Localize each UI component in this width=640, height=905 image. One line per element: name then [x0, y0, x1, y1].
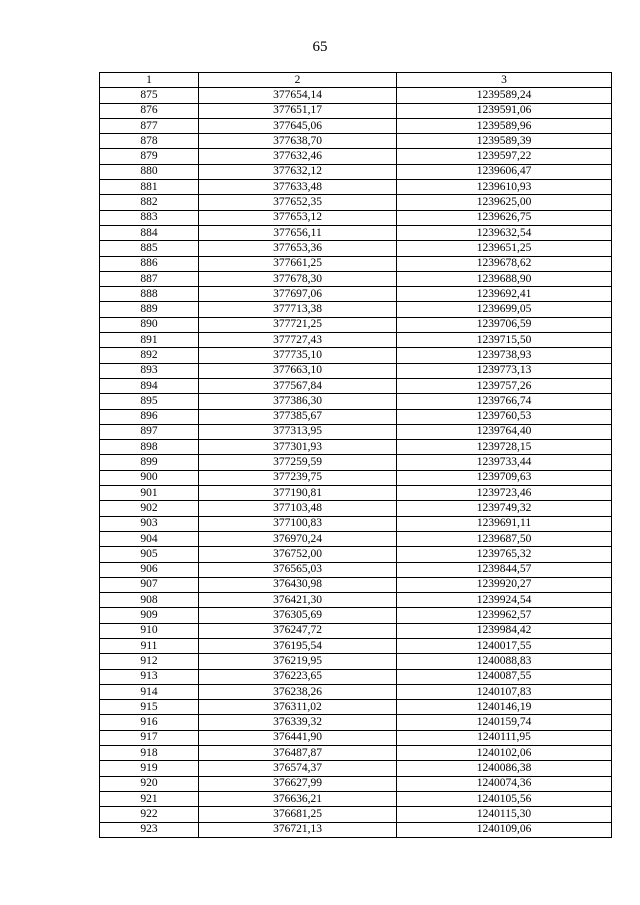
- table-row: [100, 195, 612, 210]
- x-coordinate-cell: 376421,30: [199, 593, 397, 608]
- table-row: [100, 593, 612, 608]
- x-coordinate-cell: 377727,43: [199, 333, 397, 348]
- table-row: [100, 715, 612, 730]
- x-coordinate-cell: 377567,84: [199, 378, 397, 393]
- table-row: [100, 241, 612, 256]
- x-coordinate-cell: 376311,02: [199, 700, 397, 715]
- point-number-cell: 879: [100, 149, 199, 164]
- x-coordinate-cell: 377652,35: [199, 195, 397, 210]
- x-coordinate-cell: 376305,69: [199, 608, 397, 623]
- table-row: [100, 638, 612, 653]
- point-number-cell: 920: [100, 776, 199, 791]
- y-coordinate-cell: 1239749,32: [397, 501, 612, 516]
- table-row: [100, 134, 612, 149]
- point-number-cell: 923: [100, 822, 199, 837]
- table-row: [100, 486, 612, 501]
- x-coordinate-cell: 377653,36: [199, 241, 397, 256]
- x-coordinate-cell: 377651,17: [199, 103, 397, 118]
- y-coordinate-cell: 1239984,42: [397, 623, 612, 638]
- point-number-cell: 878: [100, 134, 199, 149]
- point-number-cell: 912: [100, 654, 199, 669]
- y-coordinate-cell: 1239765,32: [397, 547, 612, 562]
- point-number-cell: 891: [100, 333, 199, 348]
- table-row: [100, 409, 612, 424]
- y-coordinate-cell: 1239715,50: [397, 333, 612, 348]
- header-row: [100, 73, 612, 88]
- coordinates-table: [99, 72, 612, 838]
- point-number-cell: 887: [100, 271, 199, 286]
- y-coordinate-cell: 1239924,54: [397, 593, 612, 608]
- x-coordinate-cell: 377735,10: [199, 348, 397, 363]
- point-number-cell: 918: [100, 746, 199, 761]
- table-row: [100, 333, 612, 348]
- point-number-cell: 896: [100, 409, 199, 424]
- y-coordinate-cell: 1239589,96: [397, 118, 612, 133]
- x-coordinate-cell: 376223,65: [199, 669, 397, 684]
- table-row: [100, 623, 612, 638]
- point-number-cell: 884: [100, 225, 199, 240]
- x-coordinate-cell: 376487,87: [199, 746, 397, 761]
- point-number-cell: 913: [100, 669, 199, 684]
- y-coordinate-cell: 1239610,93: [397, 180, 612, 195]
- x-coordinate-cell: 376752,00: [199, 547, 397, 562]
- x-coordinate-cell: 377713,38: [199, 302, 397, 317]
- table-row: [100, 608, 612, 623]
- point-number-cell: 888: [100, 287, 199, 302]
- point-number-cell: 883: [100, 210, 199, 225]
- x-coordinate-cell: 376681,25: [199, 807, 397, 822]
- table-body: [100, 88, 612, 838]
- x-coordinate-cell: 377633,48: [199, 180, 397, 195]
- point-number-cell: 914: [100, 684, 199, 699]
- table-row: [100, 577, 612, 592]
- table-row: [100, 547, 612, 562]
- point-number-cell: 902: [100, 501, 199, 516]
- table-row: [100, 684, 612, 699]
- table-row: [100, 424, 612, 439]
- y-coordinate-cell: 1239733,44: [397, 455, 612, 470]
- x-coordinate-cell: 376238,26: [199, 684, 397, 699]
- point-number-cell: 890: [100, 317, 199, 332]
- table-row: [100, 88, 612, 103]
- table-row: [100, 822, 612, 837]
- y-coordinate-cell: 1239597,22: [397, 149, 612, 164]
- y-coordinate-cell: 1239589,39: [397, 134, 612, 149]
- table-row: [100, 363, 612, 378]
- point-number-cell: 895: [100, 394, 199, 409]
- page-number: 65: [312, 39, 328, 55]
- x-coordinate-cell: 376339,32: [199, 715, 397, 730]
- y-coordinate-cell: 1239699,05: [397, 302, 612, 317]
- point-number-cell: 892: [100, 348, 199, 363]
- y-coordinate-cell: 1239687,50: [397, 531, 612, 546]
- y-coordinate-cell: 1239764,40: [397, 424, 612, 439]
- table-row: [100, 164, 612, 179]
- y-coordinate-cell: 1239591,06: [397, 103, 612, 118]
- y-coordinate-cell: 1239691,11: [397, 516, 612, 531]
- x-coordinate-cell: 376574,37: [199, 761, 397, 776]
- x-coordinate-cell: 377653,12: [199, 210, 397, 225]
- table-row: [100, 271, 612, 286]
- point-number-cell: 898: [100, 440, 199, 455]
- table-row: [100, 103, 612, 118]
- y-coordinate-cell: 1239760,53: [397, 409, 612, 424]
- point-number-cell: 907: [100, 577, 199, 592]
- x-coordinate-cell: 376219,95: [199, 654, 397, 669]
- table-row: [100, 118, 612, 133]
- y-coordinate-cell: 1240074,36: [397, 776, 612, 791]
- y-coordinate-cell: 1239766,74: [397, 394, 612, 409]
- table-row: [100, 455, 612, 470]
- table-row: [100, 149, 612, 164]
- y-coordinate-cell: 1239773,13: [397, 363, 612, 378]
- point-number-cell: 901: [100, 486, 199, 501]
- x-coordinate-cell: 377645,06: [199, 118, 397, 133]
- point-number-cell: 917: [100, 730, 199, 745]
- point-number-cell: 915: [100, 700, 199, 715]
- point-number-cell: 904: [100, 531, 199, 546]
- table-row: [100, 516, 612, 531]
- point-number-cell: 911: [100, 638, 199, 653]
- y-coordinate-cell: 1239688,90: [397, 271, 612, 286]
- x-coordinate-cell: 377632,46: [199, 149, 397, 164]
- point-number-cell: 876: [100, 103, 199, 118]
- x-coordinate-cell: 377661,25: [199, 256, 397, 271]
- point-number-cell: 875: [100, 88, 199, 103]
- table-row: [100, 669, 612, 684]
- table-row: [100, 746, 612, 761]
- point-number-cell: 900: [100, 470, 199, 485]
- y-coordinate-cell: 1240109,06: [397, 822, 612, 837]
- x-coordinate-cell: 376247,72: [199, 623, 397, 638]
- x-coordinate-cell: 377678,30: [199, 271, 397, 286]
- y-coordinate-cell: 1240087,55: [397, 669, 612, 684]
- table-row: [100, 348, 612, 363]
- point-number-cell: 885: [100, 241, 199, 256]
- y-coordinate-cell: 1239962,57: [397, 608, 612, 623]
- table-row: [100, 730, 612, 745]
- table-row: [100, 700, 612, 715]
- x-coordinate-cell: 376195,54: [199, 638, 397, 653]
- y-coordinate-cell: 1239589,24: [397, 88, 612, 103]
- point-number-cell: 919: [100, 761, 199, 776]
- y-coordinate-cell: 1239709,63: [397, 470, 612, 485]
- table-header: [100, 73, 612, 88]
- table-row: [100, 287, 612, 302]
- x-coordinate-cell: 377190,81: [199, 486, 397, 501]
- point-number-cell: 910: [100, 623, 199, 638]
- point-number-cell: 880: [100, 164, 199, 179]
- y-coordinate-cell: 1239920,27: [397, 577, 612, 592]
- point-number-cell: 922: [100, 807, 199, 822]
- point-number-cell: 886: [100, 256, 199, 271]
- table-row: [100, 791, 612, 806]
- y-coordinate-cell: 1239625,00: [397, 195, 612, 210]
- point-number-cell: 881: [100, 180, 199, 195]
- y-coordinate-cell: 1240102,06: [397, 746, 612, 761]
- table-row: [100, 470, 612, 485]
- y-coordinate-cell: 1240105,56: [397, 791, 612, 806]
- x-coordinate-cell: 377721,25: [199, 317, 397, 332]
- point-number-cell: 916: [100, 715, 199, 730]
- x-coordinate-cell: 377654,14: [199, 88, 397, 103]
- x-coordinate-cell: 376565,03: [199, 562, 397, 577]
- y-coordinate-cell: 1240146,19: [397, 700, 612, 715]
- table-row: [100, 378, 612, 393]
- y-coordinate-cell: 1240111,95: [397, 730, 612, 745]
- y-coordinate-cell: 1239632,54: [397, 225, 612, 240]
- column-header-2: 2: [199, 73, 397, 88]
- x-coordinate-cell: 377697,06: [199, 287, 397, 302]
- y-coordinate-cell: 1239606,47: [397, 164, 612, 179]
- table-row: [100, 256, 612, 271]
- x-coordinate-cell: 377100,83: [199, 516, 397, 531]
- point-number-cell: 921: [100, 791, 199, 806]
- table-row: [100, 501, 612, 516]
- point-number-cell: 908: [100, 593, 199, 608]
- table-row: [100, 317, 612, 332]
- y-coordinate-cell: 1239844,57: [397, 562, 612, 577]
- x-coordinate-cell: 377385,67: [199, 409, 397, 424]
- column-header-1: 1: [100, 73, 199, 88]
- y-coordinate-cell: 1240159,74: [397, 715, 612, 730]
- table-row: [100, 440, 612, 455]
- x-coordinate-cell: 377301,93: [199, 440, 397, 455]
- x-coordinate-cell: 377313,95: [199, 424, 397, 439]
- x-coordinate-cell: 376721,13: [199, 822, 397, 837]
- point-number-cell: 899: [100, 455, 199, 470]
- x-coordinate-cell: 376430,98: [199, 577, 397, 592]
- y-coordinate-cell: 1240017,55: [397, 638, 612, 653]
- x-coordinate-cell: 376970,24: [199, 531, 397, 546]
- table-row: [100, 776, 612, 791]
- x-coordinate-cell: 377656,11: [199, 225, 397, 240]
- point-number-cell: 906: [100, 562, 199, 577]
- y-coordinate-cell: 1240107,83: [397, 684, 612, 699]
- table-row: [100, 761, 612, 776]
- table-row: [100, 302, 612, 317]
- table-row: [100, 562, 612, 577]
- x-coordinate-cell: 376441,90: [199, 730, 397, 745]
- x-coordinate-cell: 377386,30: [199, 394, 397, 409]
- point-number-cell: 877: [100, 118, 199, 133]
- table-row: [100, 225, 612, 240]
- y-coordinate-cell: 1239626,75: [397, 210, 612, 225]
- y-coordinate-cell: 1239678,62: [397, 256, 612, 271]
- point-number-cell: 903: [100, 516, 199, 531]
- y-coordinate-cell: 1239757,26: [397, 378, 612, 393]
- table-row: [100, 180, 612, 195]
- x-coordinate-cell: 377103,48: [199, 501, 397, 516]
- y-coordinate-cell: 1240088,83: [397, 654, 612, 669]
- y-coordinate-cell: 1239728,15: [397, 440, 612, 455]
- x-coordinate-cell: 376627,99: [199, 776, 397, 791]
- y-coordinate-cell: 1239651,25: [397, 241, 612, 256]
- table-row: [100, 654, 612, 669]
- x-coordinate-cell: 377239,75: [199, 470, 397, 485]
- x-coordinate-cell: 376636,21: [199, 791, 397, 806]
- y-coordinate-cell: 1239692,41: [397, 287, 612, 302]
- table-row: [100, 807, 612, 822]
- table-row: [100, 531, 612, 546]
- point-number-cell: 909: [100, 608, 199, 623]
- point-number-cell: 882: [100, 195, 199, 210]
- y-coordinate-cell: 1240115,30: [397, 807, 612, 822]
- x-coordinate-cell: 377632,12: [199, 164, 397, 179]
- x-coordinate-cell: 377259,59: [199, 455, 397, 470]
- y-coordinate-cell: 1240086,38: [397, 761, 612, 776]
- y-coordinate-cell: 1239738,93: [397, 348, 612, 363]
- y-coordinate-cell: 1239723,46: [397, 486, 612, 501]
- column-header-3: 3: [397, 73, 612, 88]
- table-row: [100, 210, 612, 225]
- point-number-cell: 905: [100, 547, 199, 562]
- x-coordinate-cell: 377638,70: [199, 134, 397, 149]
- point-number-cell: 897: [100, 424, 199, 439]
- point-number-cell: 893: [100, 363, 199, 378]
- point-number-cell: 894: [100, 378, 199, 393]
- y-coordinate-cell: 1239706,59: [397, 317, 612, 332]
- table-row: [100, 394, 612, 409]
- point-number-cell: 889: [100, 302, 199, 317]
- x-coordinate-cell: 377663,10: [199, 363, 397, 378]
